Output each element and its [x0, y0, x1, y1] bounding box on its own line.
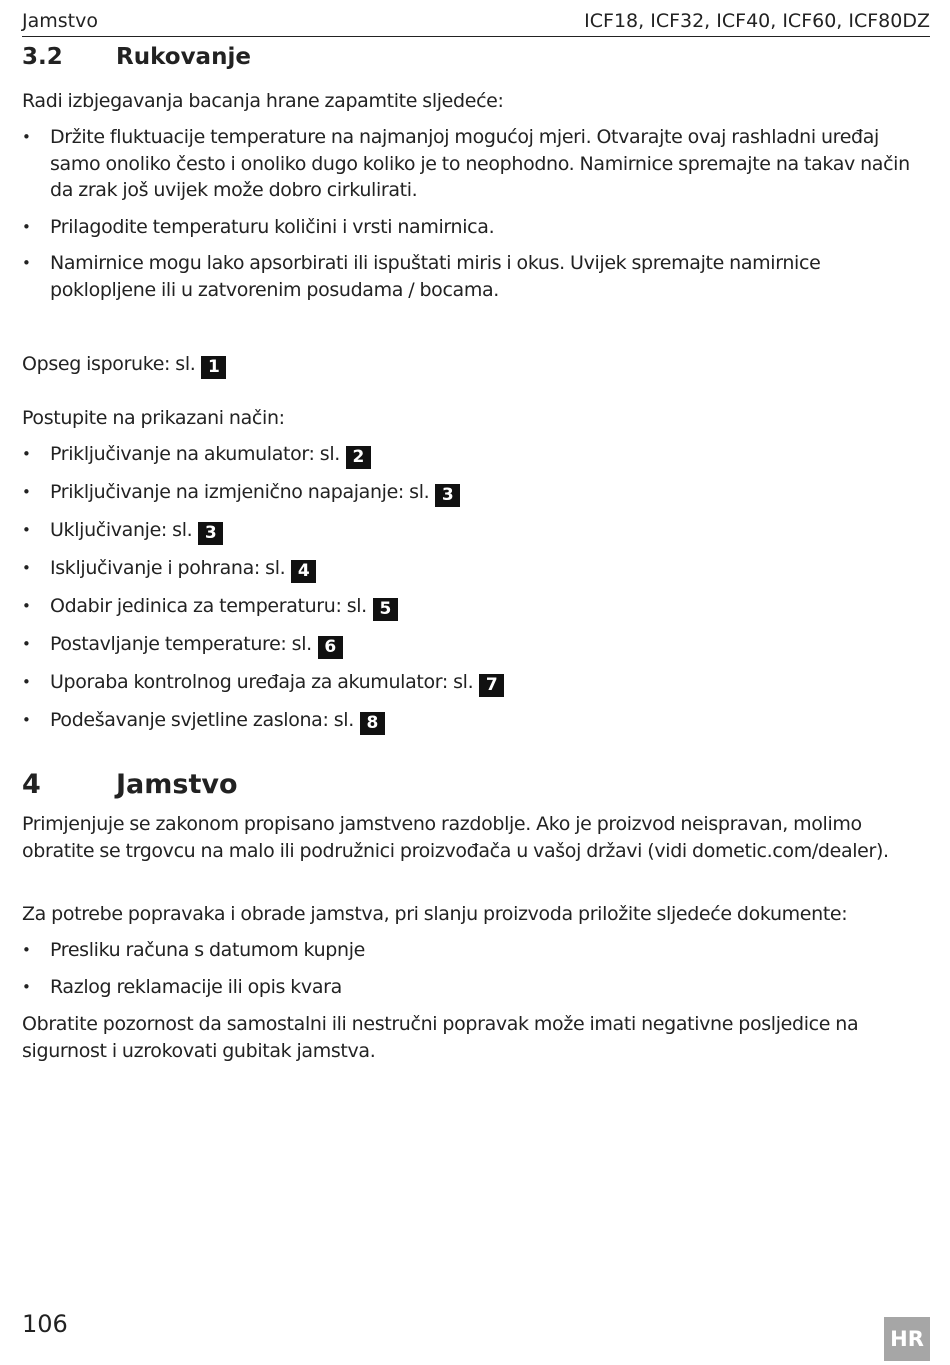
figure-reference-badge: 3 [435, 484, 460, 507]
scope-of-delivery [22, 351, 930, 379]
header-model-list: ICF18, ICF32, ICF40, ICF60, ICF80DZ [584, 10, 930, 32]
section-number: 4 [22, 769, 41, 800]
figure-reference-badge: 3 [198, 522, 223, 545]
warranty-documents-intro: Za potrebe popravaka i obrade jamstva, pri slanju proizvoda priložite sljedeće dokumente: [22, 903, 848, 925]
figure-reference-badge: 1 [201, 356, 226, 379]
procedure-steps-list [22, 441, 930, 745]
repair-warning: Obratite pozornost da samostalni ili nestručni popravak može imati negativne posljedice na sigurnost i uzrokovati gubitak jamstva. [22, 1013, 859, 1062]
list-item [22, 517, 930, 545]
page-number: 106 [22, 1310, 68, 1338]
list-item: • Namirnice mogu lako apsorbirati ili ispuštati miris i okus. Uvijek spremajte namirnice poklopljene ili u zatvorenim posudama / bocama. [22, 250, 930, 303]
list-item [22, 707, 930, 735]
list-item: • Prilagodite temperaturu količini i vrsti namirnica. [22, 214, 930, 241]
step-label: Postavljanje temperature: sl. [50, 633, 312, 655]
language-badge: HR [884, 1317, 930, 1361]
list-item [22, 441, 930, 469]
list-item [22, 593, 930, 621]
step-label: Priključivanje na izmjenično napajanje: sl. [50, 481, 430, 503]
section-number: 3.2 [22, 44, 63, 70]
warranty-documents-list [22, 937, 930, 1010]
header-section-name: Jamstvo [22, 10, 98, 32]
handling-intro: Radi izbjegavanja bacanja hrane zapamtite sljedeće: [22, 90, 504, 112]
scope-label: Opseg isporuke: sl. [22, 353, 196, 375]
list-item [22, 479, 930, 507]
step-label: Uključivanje: sl. [50, 519, 193, 541]
step-label: Odabir jedinica za temperaturu: sl. [50, 595, 367, 617]
figure-reference-badge: 7 [479, 674, 504, 697]
step-label: Podešavanje svjetline zaslona: sl. [50, 709, 354, 731]
procedure-intro: Postupite na prikazani način: [22, 407, 285, 429]
figure-reference-badge: 2 [346, 446, 371, 469]
list-item: • Držite fluktuacije temperature na najmanjoj mogućoj mjeri. Otvarajte ovaj rashladni uređaj samo onoliko često i onoliko dugo koliko je to neophodno. Namirnice spremajte na takav način da zrak još uvijek može dobro cirkulirati. [22, 124, 930, 204]
list-item: • Razlog reklamacije ili opis kvara [22, 974, 930, 1001]
list-item [22, 631, 930, 659]
figure-reference-badge: 4 [291, 560, 316, 583]
list-item [22, 555, 930, 583]
figure-reference-badge: 8 [360, 712, 385, 735]
manual-page [22, 0, 930, 1365]
section-title: Rukovanje [116, 44, 251, 70]
list-item: • Presliku računa s datumom kupnje [22, 937, 930, 964]
list-item [22, 669, 930, 697]
step-label: Uporaba kontrolnog uređaja za akumulator: sl. [50, 671, 474, 693]
section-title: Jamstvo [116, 769, 238, 800]
step-label: Priključivanje na akumulator: sl. [50, 443, 340, 465]
figure-reference-badge: 6 [318, 636, 343, 659]
warranty-paragraph: Primjenjuje se zakonom propisano jamstveno razdoblje. Ako je proizvod neispravan, molimo obratite se trgovcu na malo ili podružnici proizvođača u vašoj državi (vidi dometic.com/dealer). [22, 813, 889, 862]
step-label: Isključivanje i pohrana: sl. [50, 557, 286, 579]
figure-reference-badge: 5 [373, 598, 398, 621]
handling-tips-list [22, 124, 930, 313]
page-header [22, 8, 930, 37]
